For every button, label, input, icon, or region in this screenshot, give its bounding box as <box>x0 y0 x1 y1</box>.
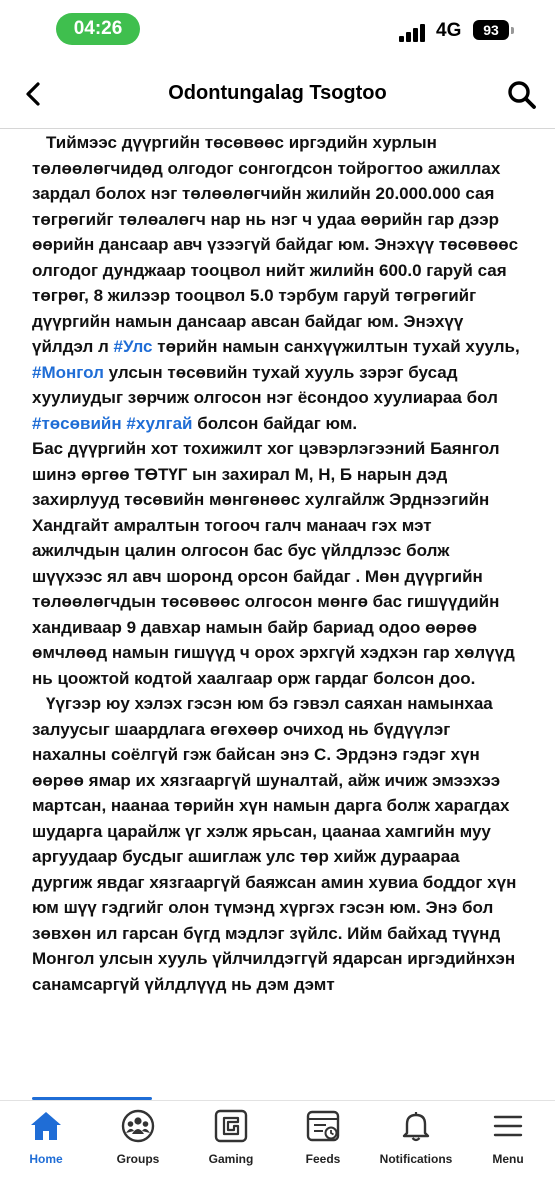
status-bar <box>0 0 555 62</box>
gaming-icon <box>213 1109 249 1143</box>
signal-icon <box>399 24 429 42</box>
post-paragraph-3: Үүгээр юу хэлэх гэсэн юм бэ гэвэл саяхан намынхаа залуусыг шаардлага өгөхөөр очиход нь бүдүүлэг нахалны соёлгүй гэж байсан энэ С. Эрдэнэ гэдэг хүн өөрөө ямар их хязгааргүй шуналтай, айж ичиж эмээхээ мартсан, наанаа төрийн хүн намын дарга болж харагдах шударга царайлж үг хэлж ярьсан, цаанаа хамгийн муу аргуудаар бусдыг ашиглаж улс төр хийж дураараа дургиж явдаг хязгааргүй баяжсан амин хувиа боддог хүн юм шүү гэдгийг олон түмэнд хүргэх гэсэн юм. Энэ бол зөвхөн ил гарсан бүгд мэдлэг зүйлс. Ийм байхад түүнд Монгол улсын хууль үйлчилдэггүй ядарсан иргэдийнхэн санамсаргүй үйлдлүүд нь дэм дэмт <box>32 694 517 994</box>
search-icon <box>505 78 539 112</box>
post-text: төрийн намын санхүүжилтын тухай хууль, <box>152 337 520 356</box>
network-type: 4G <box>436 20 462 41</box>
tab-label: Home <box>29 1152 63 1166</box>
tab-feeds[interactable] <box>273 1109 373 1179</box>
header-bar <box>0 62 555 129</box>
home-icon <box>28 1109 64 1143</box>
post-body <box>32 130 524 1098</box>
post-text: улсын төсөвийн тухай хууль зэрэг бусад хуулиудыг зөрчиж олгосон нэг ёсондоо хуулиараа бол <box>32 362 498 407</box>
post-text: болсон байдаг юм. <box>192 413 358 433</box>
tab-gaming[interactable] <box>181 1109 281 1179</box>
tab-groups[interactable] <box>88 1109 188 1179</box>
post-paragraph-2: Бас дүүргийн хот тохижилт хог цэвэрлэгээний Баянгол шинэ өргөө ТӨТҮГ ын захирал М, Н, Б нарын дэд захирлууд төсөвийн мөнгөнөөс хулгайлж Эрднээгийн Хандгайт амралтын тогооч галч манаач гэх мэт ажилчдын цалин олгосон бас бус үйлдлээс болж шүүхээс ял авч шоронд орсон байдаг . Мөн дүүргийн төлөөлөгчдын төсөвөөс олгосон мөнгө бас гишүүдийн хандиваар 9 давхар намын байр бариад одоо өөрөө өмчлөөд намын гишүүд ч орох эрхгүй хэдхэн гар хөлүүд нь цоожтой кодтой хаалгаар орж гардаг болсон доо. <box>32 439 515 688</box>
tab-notifications[interactable] <box>366 1109 466 1179</box>
battery-level: 93 <box>483 22 499 38</box>
menu-icon <box>490 1109 526 1143</box>
post-paragraph-1 <box>32 130 524 436</box>
hashtag-link[interactable]: #хулгай <box>126 413 193 433</box>
hashtag-link[interactable]: #төсөвийн <box>32 413 122 433</box>
status-time: 04:26 <box>56 13 140 45</box>
chevron-left-icon <box>18 78 50 110</box>
tab-label: Groups <box>116 1152 160 1166</box>
tab-menu[interactable] <box>458 1109 555 1179</box>
tab-label: Gaming <box>208 1152 254 1166</box>
tab-label: Notifications <box>379 1152 453 1166</box>
search-button[interactable] <box>505 78 539 112</box>
feeds-icon <box>305 1109 341 1143</box>
hashtag-link[interactable]: #Монгол <box>32 362 104 382</box>
groups-icon <box>120 1109 156 1143</box>
tab-label: Menu <box>492 1152 524 1166</box>
bell-icon <box>398 1109 434 1143</box>
page-title: Odontungalag Tsogtoo <box>168 82 387 104</box>
tab-home[interactable] <box>0 1109 96 1179</box>
battery-tip <box>511 27 514 34</box>
bottom-tab-bar <box>0 1100 555 1201</box>
tab-label: Feeds <box>305 1152 341 1166</box>
hashtag-link[interactable]: #Улс <box>113 337 153 356</box>
back-button[interactable] <box>18 78 50 110</box>
battery-icon <box>473 20 509 40</box>
post-text: Тиймээс дүүргийн төсөвөөс иргэдийн хурлын төлөөлөгчидөд олгодог сонгогдсон тойрогтоо ажиллах зардал болох нэг төлөөлөгчийн жилийн 20.000.000 сая төгрөгийг төлөалөгч нар нь нэг ч удаа өөрийн гар дээр өөрийн дансаар авч үзээгүй байдаг юм. Энэхүү төсөвөөс олгодог дунджаар тооцвол нийт жилийн 600.0 гаруй сая төгрөг, 8 жилээр тооцвол 5.0 тэрбум гаруй төгрөгийг дүүргийн намын дансаар авсан байдаг юм. Энэхүү үйлдэл л <box>32 133 519 356</box>
